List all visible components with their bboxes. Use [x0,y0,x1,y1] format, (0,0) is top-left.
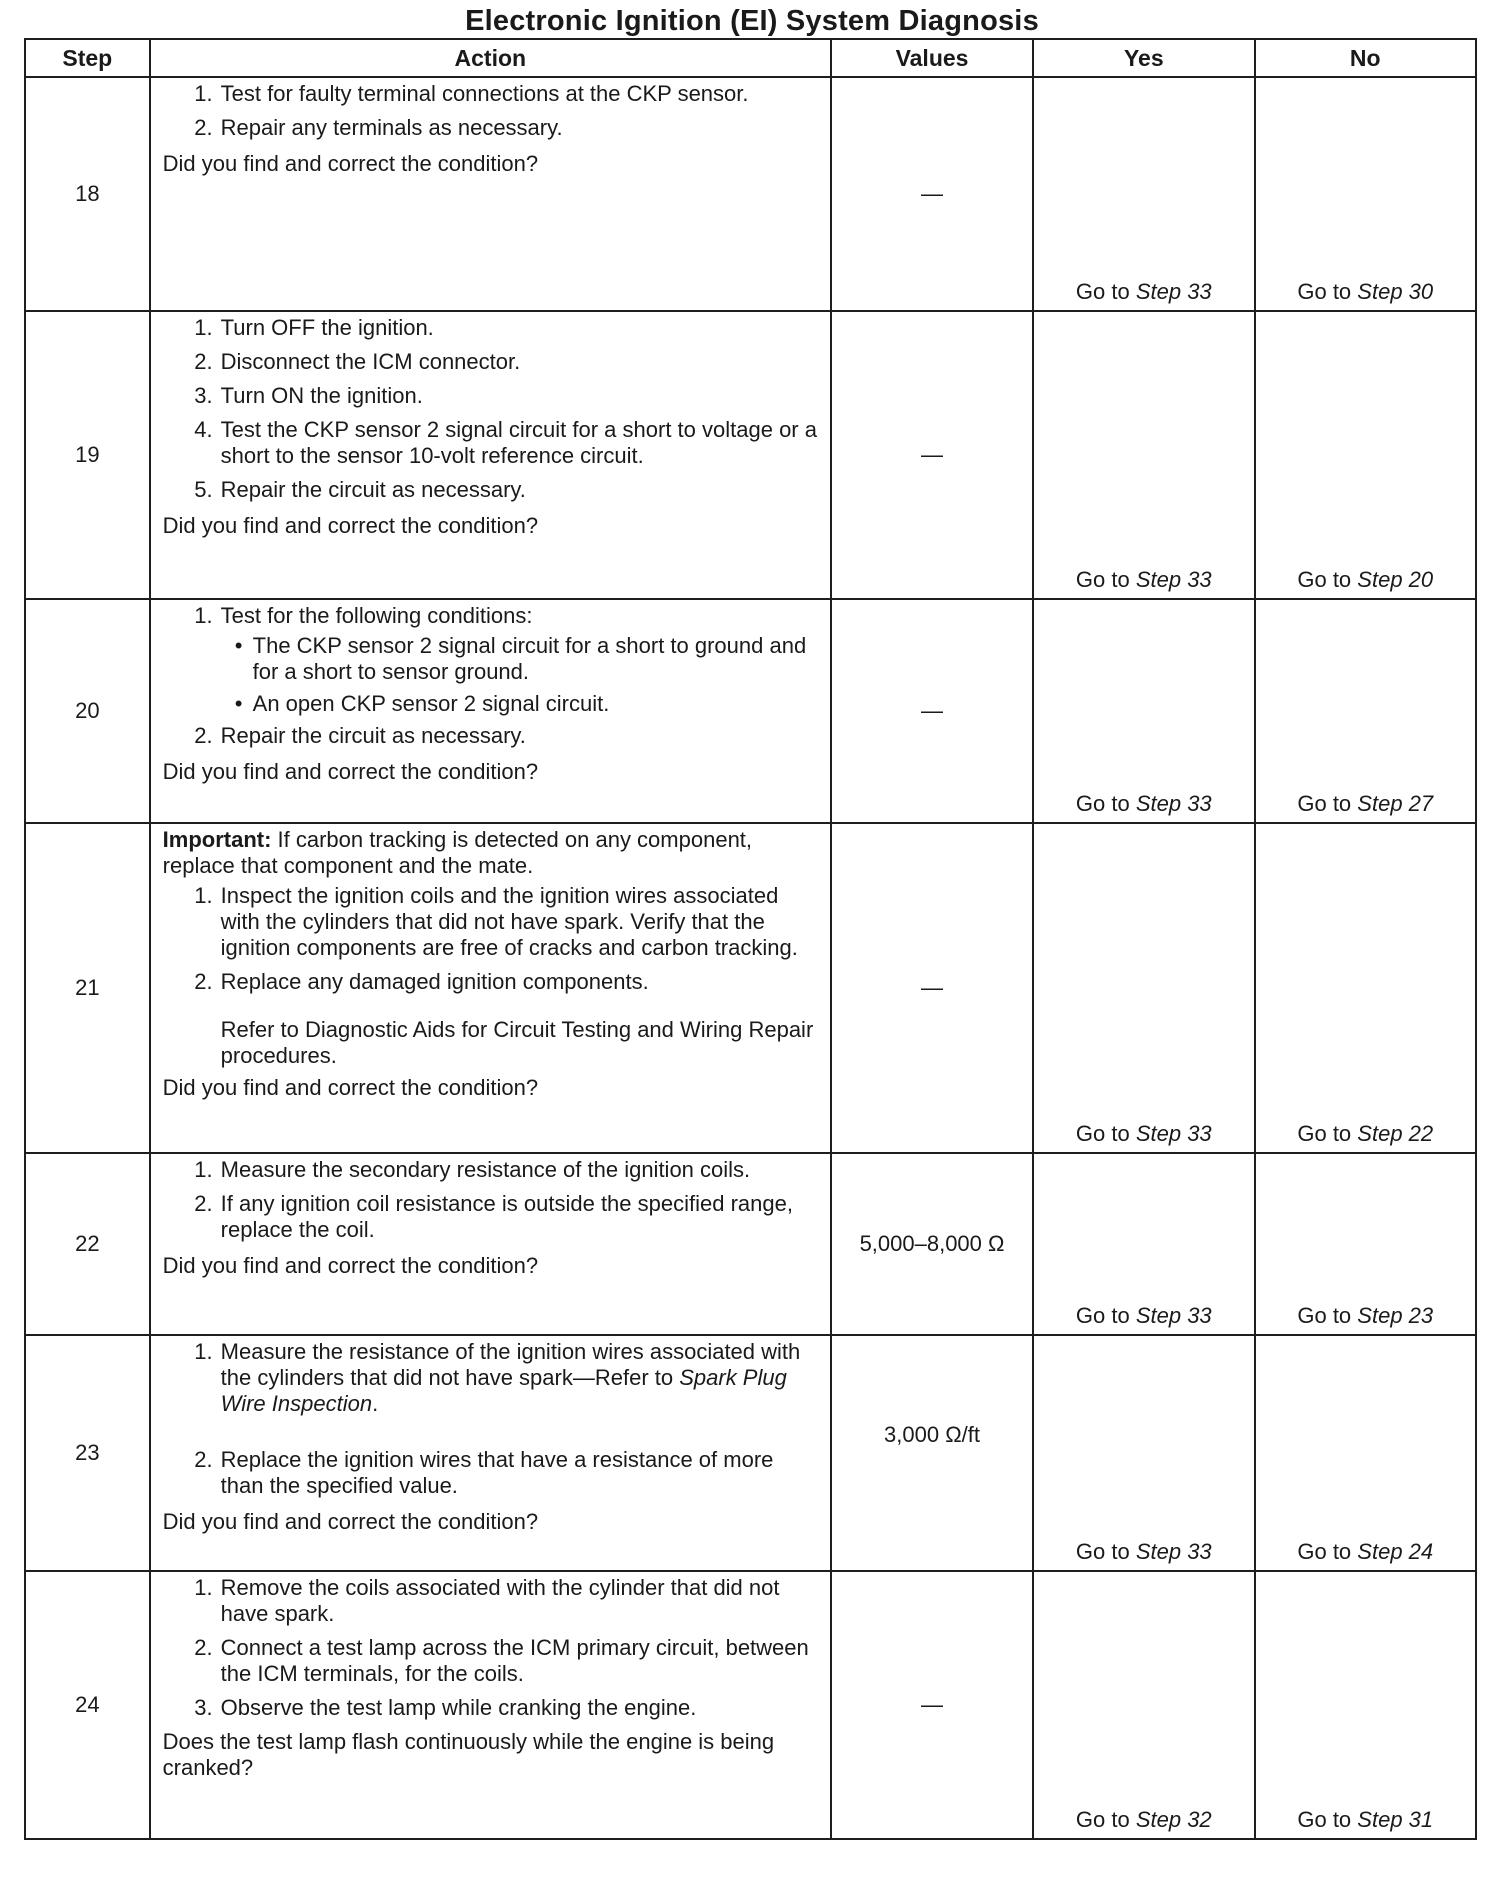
action-cell: 1. Remove the coils associated with the cylinder that did not have spark. 2. Connect a test lamp across the ICM primary circuit, between the ICM terminals, for the coils. 3. Observe the test lamp while cranking the engine. Does the test lamp flash continuously while the engine is being cranked? [150,1571,831,1839]
go-to-text: Go to [1075,1807,1130,1832]
yes-step-link[interactable]: Step 33 [1135,1539,1212,1564]
go-to-text: Go to [1297,567,1352,592]
header-row [25,39,1476,77]
action-question: Did you find and correct the condition? [162,759,539,784]
action-item: Test for the following conditions: [220,603,533,628]
go-to-text: Go to [1297,1303,1352,1328]
action-cell: 1. Test for the following conditions: • The CKP sensor 2 signal circuit for a short to ground and for a short to sensor ground. • An open CKP sensor 2 signal circuit. 2. Repair the circuit as necessary. Did you find and correct the condition? [150,599,831,823]
no-step-link[interactable]: Step 20 [1357,567,1434,592]
diagnosis-table [24,38,1477,1840]
action-item: Replace the ignition wires that have a resistance of more than the specified value. [220,1447,774,1498]
yes-cell [1033,1571,1254,1839]
action-item: Disconnect the ICM connector. [220,349,521,374]
spark-plug-wire-inspection-link[interactable]: Spark Plug Wire Inspection [220,1365,787,1416]
action-item: Test the CKP sensor 2 signal circuit for a short to voltage or a short to the sensor 10-volt reference circuit. [220,417,817,468]
step-number: 19 [25,311,150,599]
action-item: If any ignition coil resistance is outside the specified range, replace the coil. [220,1191,793,1242]
action-bullet: The CKP sensor 2 signal circuit for a short to ground and for a short to sensor ground. [252,633,807,684]
action-question: Did you find and correct the condition? [162,513,539,538]
action-cell: 1. Turn OFF the ignition. 2. Disconnect the ICM connector. 3. Turn ON the ignition. 4. Test the CKP sensor 2 signal circuit for a short to voltage or a short to the sensor 10-volt reference circuit. 5. Repair the circuit as necessary. Did you find and correct the condition? [150,311,831,599]
step-number: 20 [25,599,150,823]
no-cell [1255,77,1476,311]
important-note [163,827,822,879]
yes-cell [1033,1153,1254,1335]
action-note: Refer to Diagnostic Aids for Circuit Testing and Wiring Repair procedures. [220,1017,814,1068]
no-step-link[interactable]: Step 30 [1357,279,1434,304]
go-to-text: Go to [1297,1539,1352,1564]
important-label: Important: [162,827,272,852]
table-row [25,823,1476,1153]
action-item: Repair the circuit as necessary. [220,723,526,748]
important-text: If carbon tracking is detected on any component, replace that component and the mate. [162,827,753,878]
step-number: 22 [25,1153,150,1335]
header-action: Action [150,39,831,77]
action-question: Did you find and correct the condition? [162,1253,539,1278]
no-cell [1255,1153,1476,1335]
yes-cell [1033,823,1254,1153]
go-to-text: Go to [1297,791,1352,816]
go-to-text: Go to [1297,1121,1352,1146]
yes-step-link[interactable]: Step 32 [1135,1807,1212,1832]
go-to-text: Go to [1075,791,1130,816]
action-item-end: . [372,1391,379,1416]
no-cell [1255,1571,1476,1839]
action-cell: 1. Measure the resistance of the ignition wires associated with the cylinders that did not have spark—Refer to Spark Plug Wire Inspection. 2. Replace the ignition wires that have a resistance of more than the specified value. Did you find and correct the condition? [150,1335,831,1571]
action-item: Turn OFF the ignition. [220,315,434,340]
action-question: Did you find and correct the condition? [162,1509,539,1534]
bullet-icon: • [234,633,243,658]
value-cell: — [831,823,1033,1153]
yes-step-link[interactable]: Step 33 [1135,1121,1212,1146]
action-item-text: Measure the resistance of the ignition wires associated with the cylinders that did not have spark—Refer to [220,1339,801,1390]
action-question: Did you find and correct the condition? [162,1075,539,1100]
step-number: 23 [25,1335,150,1571]
table-row [25,1335,1476,1571]
page-title: Electronic Ignition (EI) System Diagnosis [465,5,1039,37]
no-step-link[interactable]: Step 22 [1357,1121,1434,1146]
action-item: Remove the coils associated with the cylinder that did not have spark. [220,1575,780,1626]
header-no: No [1255,39,1476,77]
value-cell: — [831,77,1033,311]
no-step-link[interactable]: Step 23 [1357,1303,1434,1328]
no-cell [1255,1335,1476,1571]
action-item: Inspect the ignition coils and the ignition wires associated with the cylinders that did not have spark. Verify that the ignition components are free of cracks and carbon tracking. [220,883,798,960]
no-cell [1255,599,1476,823]
table-row [25,311,1476,599]
action-cell: 1. Measure the secondary resistance of the ignition coils. 2. If any ignition coil resistance is outside the specified range, replace the coil. Did you find and correct the condition? [150,1153,831,1335]
no-cell [1255,311,1476,599]
yes-cell [1033,311,1254,599]
step-number: 21 [25,823,150,1153]
table-row [25,77,1476,311]
no-cell [1255,823,1476,1153]
step-number: 24 [25,1571,150,1839]
action-cell: Important: If carbon tracking is detected on any component, replace that component and the mate. 1. Inspect the ignition coils and the ignition wires associated with the cylinders that did not have spark. Verify that the ignition components are free of cracks and carbon tracking. 2. Replace any damaged ignition components. Refer to Diagnostic Aids for Circuit Testing and Wiring Repair procedures. Did you find and correct the condition? [150,823,831,1153]
yes-step-link[interactable]: Step 33 [1135,567,1212,592]
go-to-text: Go to [1075,567,1130,592]
action-question: Did you find and correct the condition? [162,151,539,176]
no-step-link[interactable]: Step 24 [1357,1539,1434,1564]
action-item: Repair the circuit as necessary. [220,477,526,502]
go-to-text: Go to [1075,1539,1130,1564]
value-cell [831,1335,1033,1571]
table-row [25,1153,1476,1335]
value-cell: — [831,1571,1033,1839]
action-cell: 1. Test for faulty terminal connections at the CKP sensor. 2. Repair any terminals as necessary. Did you find and correct the condition? [150,77,831,311]
header-values: Values [831,39,1033,77]
header-step: Step [25,39,150,77]
step-number: 18 [25,77,150,311]
value-cell: — [831,599,1033,823]
action-item: Turn ON the ignition. [220,383,423,408]
yes-step-link[interactable]: Step 33 [1135,1303,1212,1328]
action-item: Measure the secondary resistance of the ignition coils. [220,1157,751,1182]
yes-step-link[interactable]: Step 33 [1135,279,1212,304]
no-step-link[interactable]: Step 31 [1357,1807,1434,1832]
action-item: Observe the test lamp while cranking the engine. [220,1695,697,1720]
go-to-text: Go to [1075,1303,1130,1328]
action-question: Does the test lamp flash continuously while the engine is being cranked? [162,1729,775,1780]
yes-cell [1033,77,1254,311]
table-row [25,1571,1476,1839]
header-yes: Yes [1033,39,1254,77]
action-bullet: An open CKP sensor 2 signal circuit. [252,691,610,716]
bullet-icon: • [234,691,243,716]
action-item: Replace any damaged ignition components. [220,969,649,994]
value-cell: 5,000–8,000 Ω [831,1153,1033,1335]
go-to-text: Go to [1297,279,1352,304]
action-item: Connect a test lamp across the ICM primary circuit, between the ICM terminals, for the coils. [220,1635,809,1686]
go-to-text: Go to [1075,1121,1130,1146]
action-item: Repair any terminals as necessary. [220,115,563,140]
go-to-text: Go to [1075,279,1130,304]
value-text: 3,000 Ω/ft [884,1422,980,1447]
go-to-text: Go to [1297,1807,1352,1832]
value-cell: — [831,311,1033,599]
action-item: Test for faulty terminal connections at the CKP sensor. [220,81,749,106]
yes-cell [1033,1335,1254,1571]
yes-cell [1033,599,1254,823]
no-step-link[interactable]: Step 27 [1357,791,1434,816]
action-item [221,1339,822,1417]
table-row [25,599,1476,823]
yes-step-link[interactable]: Step 33 [1135,791,1212,816]
